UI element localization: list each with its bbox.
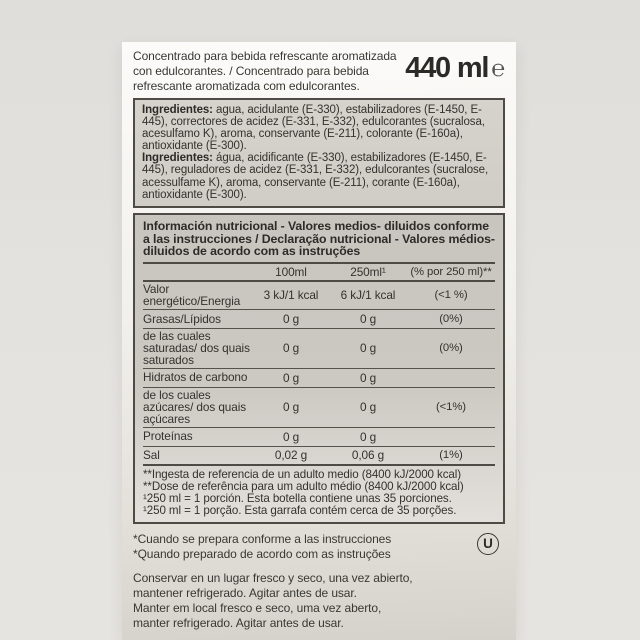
table-row-salt: Sal 0,02 g 0,06 g (1%) (143, 447, 495, 466)
ingredients-pt (142, 152, 496, 200)
storage-line-es-2: mantener refrigerado. Agitar antes de usar. (133, 585, 357, 600)
nutrition-footnotes (143, 466, 495, 518)
product-description: Concentrado para bebida refrescante aromatizada con edulcorantes. / Concentrado para bebida refrescante aromatizada com edulcorantes. (133, 49, 397, 93)
volume-value: 440 ml (405, 52, 489, 84)
col-header-250ml: 250ml¹ (350, 265, 386, 280)
prep-note-pt: *Quando preparado de acordo com as instruções (133, 546, 391, 561)
table-row-energy: Valor energético/Energia 3 kJ/1 kcal 6 kJ/1 kcal (<1 %) (143, 282, 495, 310)
table-row-fat: Grasas/Lípidos 0 g 0 g (0%) (143, 310, 495, 329)
net-volume (405, 52, 505, 84)
storage-line-pt-2: manter refrigerado. Agitar antes de usar. (133, 615, 344, 630)
storage-line-pt-1: Manter em local fresco e seco, uma vez aberto, (133, 600, 382, 615)
table-column-headers (143, 264, 495, 282)
product-label (122, 42, 516, 640)
nutrition-table (143, 264, 495, 465)
footnote-reference-intake-pt: **Dose de referência para um adulto médio (8400 kJ/2000 kcal) (143, 479, 464, 493)
ingredients-es (142, 104, 496, 152)
nutrition-facts-box (133, 213, 505, 525)
label-header (133, 49, 505, 94)
kosher-ou-icon: U (477, 533, 499, 555)
prep-note-es: *Cuando se prepara conforme a las instrucciones (133, 532, 392, 547)
ingredients-es-label: Ingredientes: (142, 104, 213, 116)
table-row-saturates: de las cuales saturadas/ dos quais saturados 0 g 0 g (0%) (143, 329, 495, 369)
footnote-portion-pt: ¹250 ml = 1 porção. Esta garrafa contém cerca de 35 porções. (143, 504, 457, 518)
ingredients-box (133, 98, 505, 208)
col-header-percent: (% por 250 ml)** (410, 266, 492, 279)
preparation-notes (133, 532, 505, 561)
storage-instructions (133, 571, 505, 631)
footnote-reference-intake-es: **Ingesta de referencia de un adulto medio (8400 kJ/2000 kcal) (143, 467, 461, 481)
table-row-protein: Proteínas 0 g 0 g (143, 428, 495, 447)
col-header-100ml: 100ml (275, 265, 307, 280)
table-row-sugars: de los cuales azúcares/ dos quais açúcares 0 g 0 g (<1%) (143, 388, 495, 428)
ingredients-pt-text: água, acidificante (E-330), estabilizadores (E-1450, E-445), reguladores de acidez (E-331, E-332), edulcorantes (sucralose, acessulfame K), aroma, conservante (E-211), corante (E-160a), antioxidante (E-300). (142, 152, 489, 201)
storage-line-es-1: Conservar en un lugar fresco y seco, una vez abierto, (133, 570, 413, 585)
footnote-portion-es: ¹250 ml = 1 porción. Esta botella contiene unas 35 porciones. (143, 491, 452, 505)
ingredients-es-text: agua, acidulante (E-330), estabilizadores (E-1450, E-445), correctores de acidez (E-331, E-332), edulcorantes (sucralosa, acesulfamo K), aroma, conservante (E-211), colorante (E-160a), antioxidante (E-300). (142, 104, 485, 153)
ingredients-pt-label: Ingredientes: (142, 152, 213, 165)
nutrition-header: Información nutricional - Valores medios- diluidos conforme a las instrucciones / Declaração nutricional - Valores médios- diluidos de acordo com as instruções (143, 219, 495, 264)
estimated-sign-icon: ℮ (491, 55, 505, 81)
table-row-carbohydrate: Hidratos de carbono 0 g 0 g (143, 369, 495, 388)
